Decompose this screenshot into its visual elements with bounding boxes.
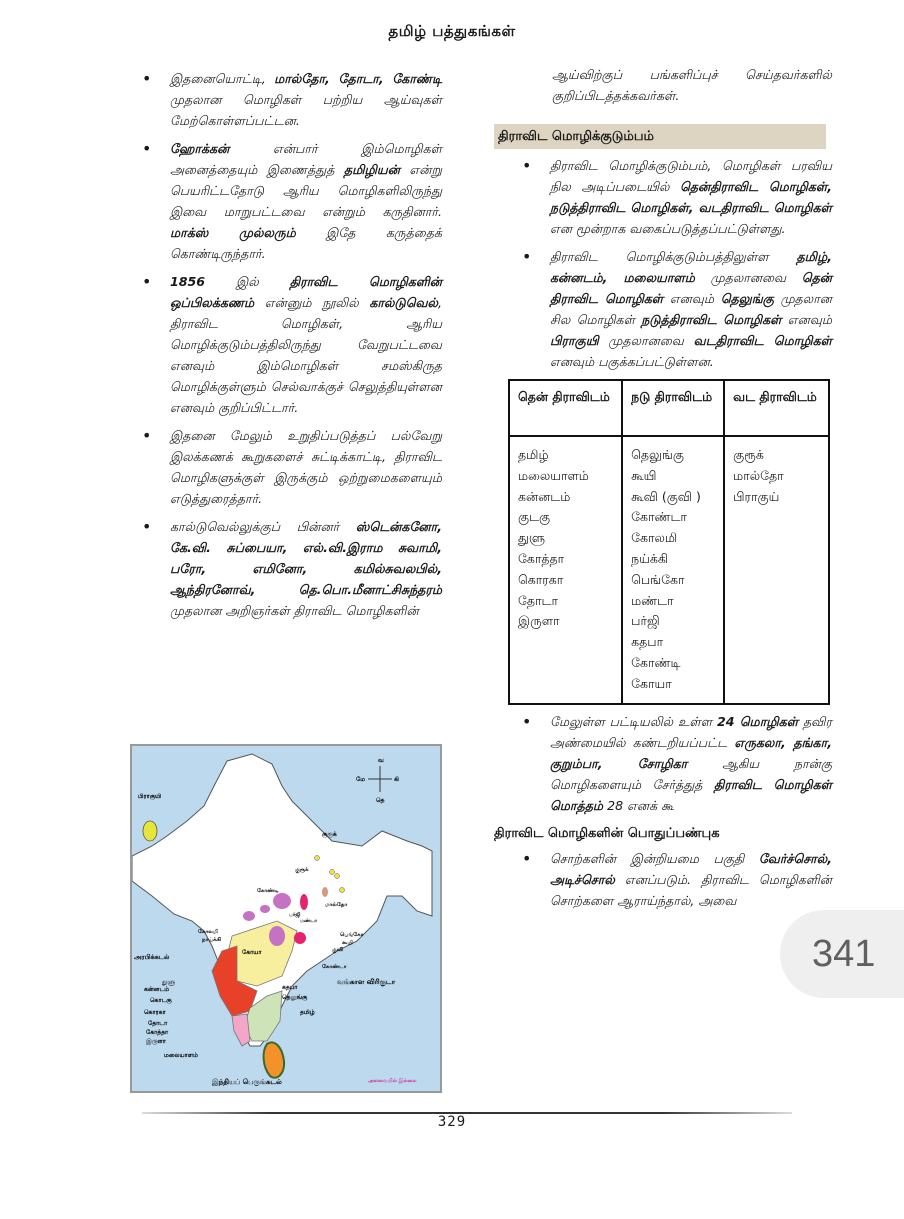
body-text: எனவும் <box>781 312 833 327</box>
bold-text: கால்டுவெல் <box>369 295 438 310</box>
body-text: என மூன்றாக வகைப்படுத்தப்பட்டுள்ளது. <box>550 221 786 236</box>
bold-text: திராவிட மொழிகளின் ஒப்பிலக்கணம் <box>170 274 442 310</box>
malto-blob <box>322 887 328 897</box>
table-cell-central <box>622 436 724 704</box>
body-text: முதலானவை <box>598 333 694 348</box>
page-number: 329 <box>437 1114 467 1130</box>
dravidian-languages-table <box>508 379 830 705</box>
map-label-kui: கூயி <box>342 940 354 946</box>
map-label-kuvi: குவி <box>332 947 344 953</box>
body-text: என்று பெயரிட்டதோடு ஆரிய மொழிகளிலிருந்து இவை மாறுபட்டவை என்றும் கருதினார். <box>170 162 442 219</box>
language-name: கன்னடம் <box>518 488 571 504</box>
bold-text: தெலுங்கு <box>720 291 774 306</box>
running-header: தமிழ் பத்துகங்கள் <box>388 22 516 40</box>
compass-north-label: வ <box>378 757 384 764</box>
bold-text: மால்தோ, தோடா, கோண்டி <box>274 71 442 86</box>
map-label-kurukh: குரூக் <box>322 831 337 838</box>
gondi-blob <box>273 893 291 909</box>
language-name: கூவி (குவி ) <box>631 488 701 504</box>
body-text: என்னும் நூலில் <box>254 295 370 310</box>
map-label-indian-ocean: இந்தியப் பெருங்கடல் <box>212 1078 282 1086</box>
language-name: தோடா <box>518 592 559 608</box>
map-label-malayalam: மலையாளம் <box>164 1052 199 1059</box>
kui-blob <box>269 926 285 946</box>
gondi-blob <box>260 905 270 913</box>
right-column <box>496 64 832 918</box>
map-label-bay-of-bengal: வங்காள விரிகுடா <box>337 978 396 986</box>
language-name: கொரகா <box>518 571 564 587</box>
bold-text: தமிழியன் <box>343 162 400 177</box>
body-text: இல் <box>205 274 290 289</box>
body-text: முதலானவை <box>694 270 802 285</box>
bullet-item <box>140 516 442 621</box>
body-text: தவிர அண்மையில் கண்டறியப்பட்ட <box>550 714 832 750</box>
map-label-kolami: கோலமி <box>198 929 219 935</box>
brahui-blob <box>143 821 157 841</box>
table-cell-south <box>509 436 622 704</box>
map-label-koya: கோயா <box>242 949 262 956</box>
left-column <box>140 68 442 628</box>
map-label-tulu: துளு <box>162 979 175 986</box>
language-name: கதபா <box>631 634 664 650</box>
body-text: இதே கருத்தைக் கொண்டிருந்தார். <box>170 225 442 261</box>
table-header-central: நடு திராவிடம் <box>622 380 724 436</box>
body-text: 28 எனக் கூ <box>603 798 674 813</box>
parji-blob <box>300 894 308 910</box>
map-label-tamil: தமிழ் <box>300 1009 315 1016</box>
bold-text: பிராகுயி <box>550 333 599 348</box>
section1-bullet-list <box>496 155 832 372</box>
map-label-kadaba: கதபா <box>282 984 298 991</box>
language-name: கோண்டா <box>631 509 687 525</box>
language-name: குடகு <box>518 509 551 525</box>
compass-icon <box>368 766 392 792</box>
body-text: முதலான அறிஞர்கள் திராவிட மொழிகளின் <box>170 603 419 618</box>
map-label-parji: பர்ஜி <box>289 912 301 918</box>
bold-text: எருகலா, தங்கா, குறும்பா, சோழிகா <box>550 735 832 771</box>
body-text: முதலான மொழிகள் பற்றிய ஆய்வுகள் மேற்கொள்ளப்பட்டன. <box>170 92 442 128</box>
table-header-north: வட திராவிடம் <box>724 380 829 436</box>
language-name: குரூக் <box>733 447 764 462</box>
bold-text: ஸ்டென்கனோ, கே.வி. சுப்பையா, எல்.வி.இராம சுவாமி, பரோ, எமினோ, கமில்சுவலபில், ஆந்திரனோவ், தெ.பொ.மீனாட்சிசுந்தரம் <box>170 519 442 597</box>
malayalam-region <box>232 1014 250 1046</box>
bold-text: தென் திராவிட மொழிகள் <box>550 270 832 306</box>
table-cell-north <box>724 436 829 704</box>
language-name: இருளா <box>518 613 560 629</box>
bold-text: தென்திராவிட மொழிகள், நடுத்திராவிட மொழிகள், வடதிராவிட மொழிகள் <box>550 179 832 215</box>
bullet-item <box>140 425 442 509</box>
kurukh-dot <box>315 856 320 861</box>
map-label-irula: இருளா <box>146 1038 166 1045</box>
compass-west-label: மே <box>356 776 366 783</box>
map-label-kodagu: கொடகு <box>150 997 172 1004</box>
table-header-south: தென் திராவிடம் <box>509 380 622 436</box>
india-map-svg <box>132 746 440 1091</box>
language-name: மலையாளம் <box>518 467 589 483</box>
language-name: கூயி <box>631 467 657 483</box>
body-text: இதனையொட்டி, <box>170 71 275 86</box>
body-text: என்பார் இம்மொழிகள் அனைத்தையும் இணைத்துத் <box>170 141 442 177</box>
pengo-blob <box>294 932 306 944</box>
bullet-item <box>140 68 442 131</box>
map-label-kannada: கன்னடம் <box>144 986 170 993</box>
bullet-item <box>496 155 832 239</box>
language-name: பெங்கோ <box>631 571 685 587</box>
bold-text: 1856 <box>170 274 206 289</box>
compass-south-label: தெ <box>376 797 385 804</box>
page-indicator-badge[interactable]: 341 <box>780 910 904 998</box>
language-name: மண்டா <box>631 592 674 608</box>
language-name: மால்தோ <box>733 467 784 483</box>
bold-text: வடதிராவிட மொழிகள் <box>693 333 832 348</box>
body-text: எனவும் <box>663 291 721 306</box>
language-name: தெலுங்கு <box>631 447 684 462</box>
body-text: திராவிட மொழிக்குடும்பத்திலுள்ள <box>550 249 797 264</box>
continued-paragraph: ஆய்விற்குப் பங்களிப்புச் செய்தவர்களில் குறிப்பிடத்தக்கவர்கள். <box>552 67 832 103</box>
language-name: தமிழ் <box>518 447 549 462</box>
map-label-malto: மால்தோ <box>325 902 348 908</box>
dravidian-languages-map <box>130 744 442 1093</box>
kurukh-dot <box>340 888 345 893</box>
compass-east-label: கி <box>394 776 399 783</box>
body-text: திராவிட மொழிக்குடும்பம், மொழிகள் பரவிய நில அடிப்படையில் <box>550 158 832 194</box>
bullet-item <box>140 138 442 264</box>
language-name: துளு <box>518 530 545 546</box>
bold-text: வேர்ச்சொல், அடிச்சொல் <box>550 851 832 887</box>
kurukh-dot <box>335 874 340 879</box>
language-name: கோத்தா <box>518 550 565 566</box>
section2-bullet-list <box>496 848 832 911</box>
bold-text: தமிழ், கன்னடம், மலையாளம் <box>550 249 832 285</box>
language-name: நய்க்கி <box>631 550 669 566</box>
after-table-bullet-list <box>496 711 832 816</box>
body-text: ஆகிய நான்கு மொழிகளையும் சேர்த்துத் <box>550 756 832 792</box>
gondi-blob <box>243 911 255 921</box>
body-text: , திராவிட மொழிகள், ஆரிய மொழிக்குடும்பத்திலிருந்து வேறுபட்டவை எனவும் இம்மொழிகள் சமஸ்கிருத மொழிக்குள்ளும் செல்வாக்குச் செலுத்தியுள்ளன எனவும் குறிப்பிட்டார். <box>170 295 442 415</box>
language-name: கோயா <box>631 675 672 691</box>
language-name: கோலமி <box>631 530 678 546</box>
section-heading-dravidian-family: திராவிட மொழிக்குடும்பம் <box>494 124 826 149</box>
bold-text: மாக்ஸ் முல்லரும் <box>170 225 296 240</box>
body-text: கால்டுவெல்லுக்குப் பின்னர் <box>170 519 356 534</box>
sri-lanka <box>264 1042 285 1077</box>
left-bullet-list <box>140 68 442 621</box>
section-heading-common-features: திராவிட மொழிகளின் பொதுப்பண்புக <box>494 826 720 841</box>
map-label-toda: தோடா <box>148 1020 168 1027</box>
map-label-naiki: நாய்க்கி <box>202 937 222 943</box>
bullet-item <box>496 246 832 372</box>
kurukh-dot <box>330 870 335 875</box>
body-text: எனவும் பகுக்கப்பட்டுள்ளன. <box>550 354 714 369</box>
map-label-konda: கோண்டா <box>322 964 347 970</box>
body-text: எனப்படும். திராவிட மொழிகளின் சொற்களை ஆராய்ந்தால், அவை <box>550 872 832 908</box>
bold-text: 24 மொழிகள் <box>717 714 799 729</box>
map-label-pengo: பெங்கோ <box>340 932 364 938</box>
map-label-telugu: தெலுங்கு <box>282 994 308 1001</box>
bullet-item <box>496 711 832 816</box>
body-text: இதனை மேலும் உறுதிப்படுத்தப் பல்வேறு இலக்கணக் கூறுகளைச் சுட்டிக்காட்டி, திராவிட மொழிகளுக்குள் இருக்கும் ஒற்றுமைகளையும் எடுத்துரைத்தார். <box>170 428 442 506</box>
bullet-item <box>496 848 832 911</box>
bold-text: திராவிட மொழிகள் மொத்தம் <box>550 777 832 813</box>
map-label-koraga: கொரகா <box>144 1009 166 1016</box>
language-name: கோண்டி <box>631 654 681 670</box>
body-text: மேலுள்ள பட்டியலில் உள்ள <box>550 714 717 729</box>
body-text: முதலான சில மொழிகள் <box>550 291 833 327</box>
language-name: பர்ஜி <box>631 613 660 629</box>
map-label-kota: கோத்தா <box>146 1029 169 1036</box>
body-text: சொற்களின் இன்றியமை பகுதி <box>550 851 759 866</box>
map-label-not-to-scale: அளவையில் இல்லை <box>368 1078 417 1084</box>
bold-text: ஹோக்கன் <box>170 141 230 156</box>
map-label-kurukh-2: குரூக் <box>295 867 309 873</box>
map-label-gondi: கோண்டி <box>257 888 279 894</box>
bullet-item <box>140 271 442 418</box>
map-label-brahui: பிராகுயி <box>138 793 162 800</box>
map-label-arabian-sea: அரபிக்கடல் <box>134 953 170 961</box>
language-name: பிராகுய் <box>733 488 780 504</box>
map-label-manda: மண்டா <box>300 918 317 924</box>
bold-text: நடுத்திராவிட மொழிகள் <box>641 312 782 327</box>
